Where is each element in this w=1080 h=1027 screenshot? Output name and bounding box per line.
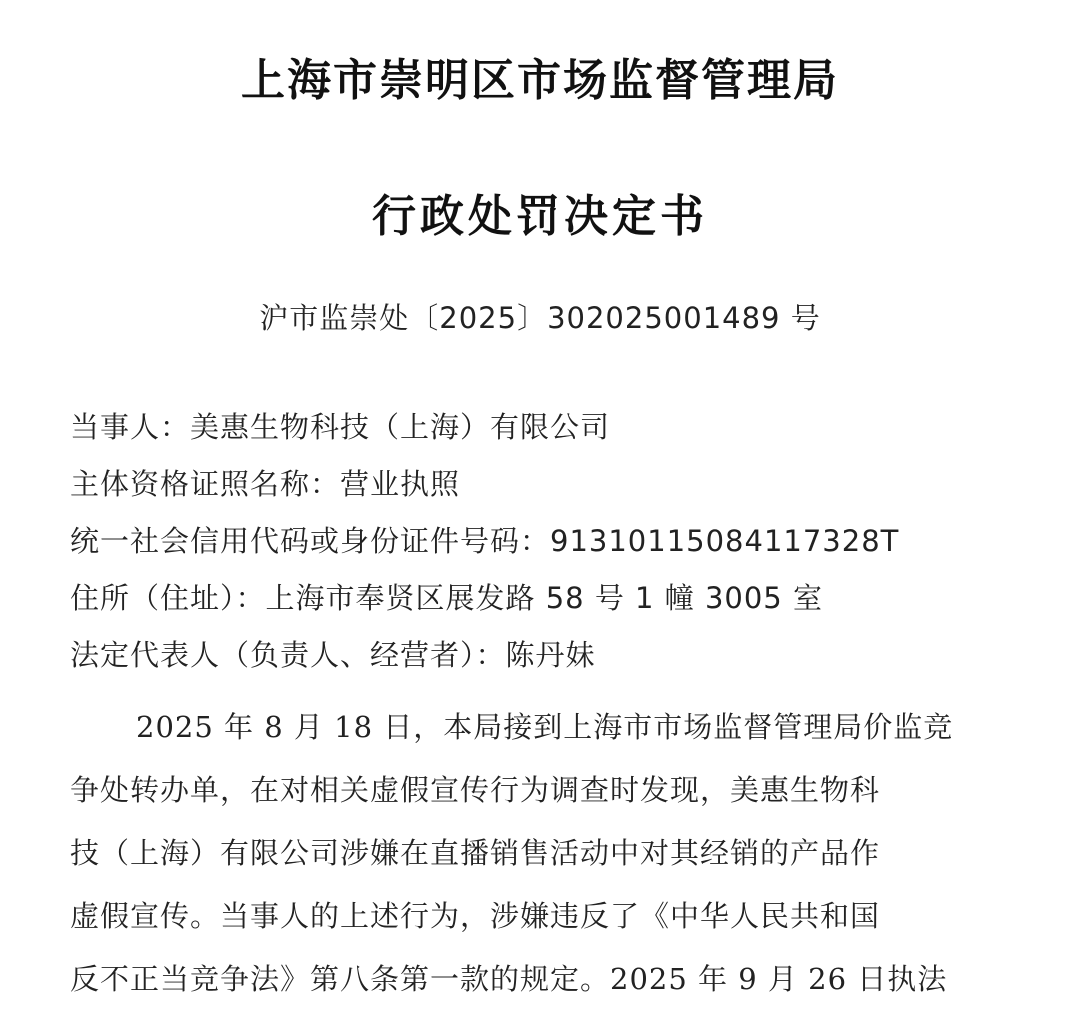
body-line: 技（上海）有限公司涉嫌在直播销售活动中对其经销的产品作 [70, 836, 881, 870]
body-line: 虚假宣传。当事人的上述行为，涉嫌违反了《中华人民共和国 [70, 899, 881, 933]
issuing-authority-title: 上海市崇明区市场监督管理局 [241, 55, 839, 106]
body-paragraph [70, 700, 1030, 1015]
document-title: 行政处罚决定书 [372, 191, 708, 242]
party-info-block [70, 405, 1030, 690]
party-name-line: 当事人：美惠生物科技（上海）有限公司 [70, 410, 611, 444]
legal-representative-line: 法定代表人（负责人、经营者）：陈丹妹 [70, 638, 596, 672]
body-line: 争处转办单，在对相关虚假宣传行为调查时发现，美惠生物科 [70, 773, 881, 807]
credit-code-line: 统一社会信用代码或身份证件号码：91310115084117328T [70, 524, 900, 558]
address-line: 住所（住址）：上海市奉贤区展发路 58 号 1 幢 3005 室 [70, 581, 823, 615]
body-line: 2025 年 8 月 18 日，本局接到上海市市场监督管理局价监竞 [136, 710, 954, 744]
document-number: 沪市监崇处〔2025〕302025001489 号 [259, 301, 821, 335]
license-type-line: 主体资格证照名称：营业执照 [70, 467, 461, 501]
body-line: 反不正当竞争法》第八条第一款的规定。2025 年 9 月 26 日执法 [70, 962, 948, 996]
